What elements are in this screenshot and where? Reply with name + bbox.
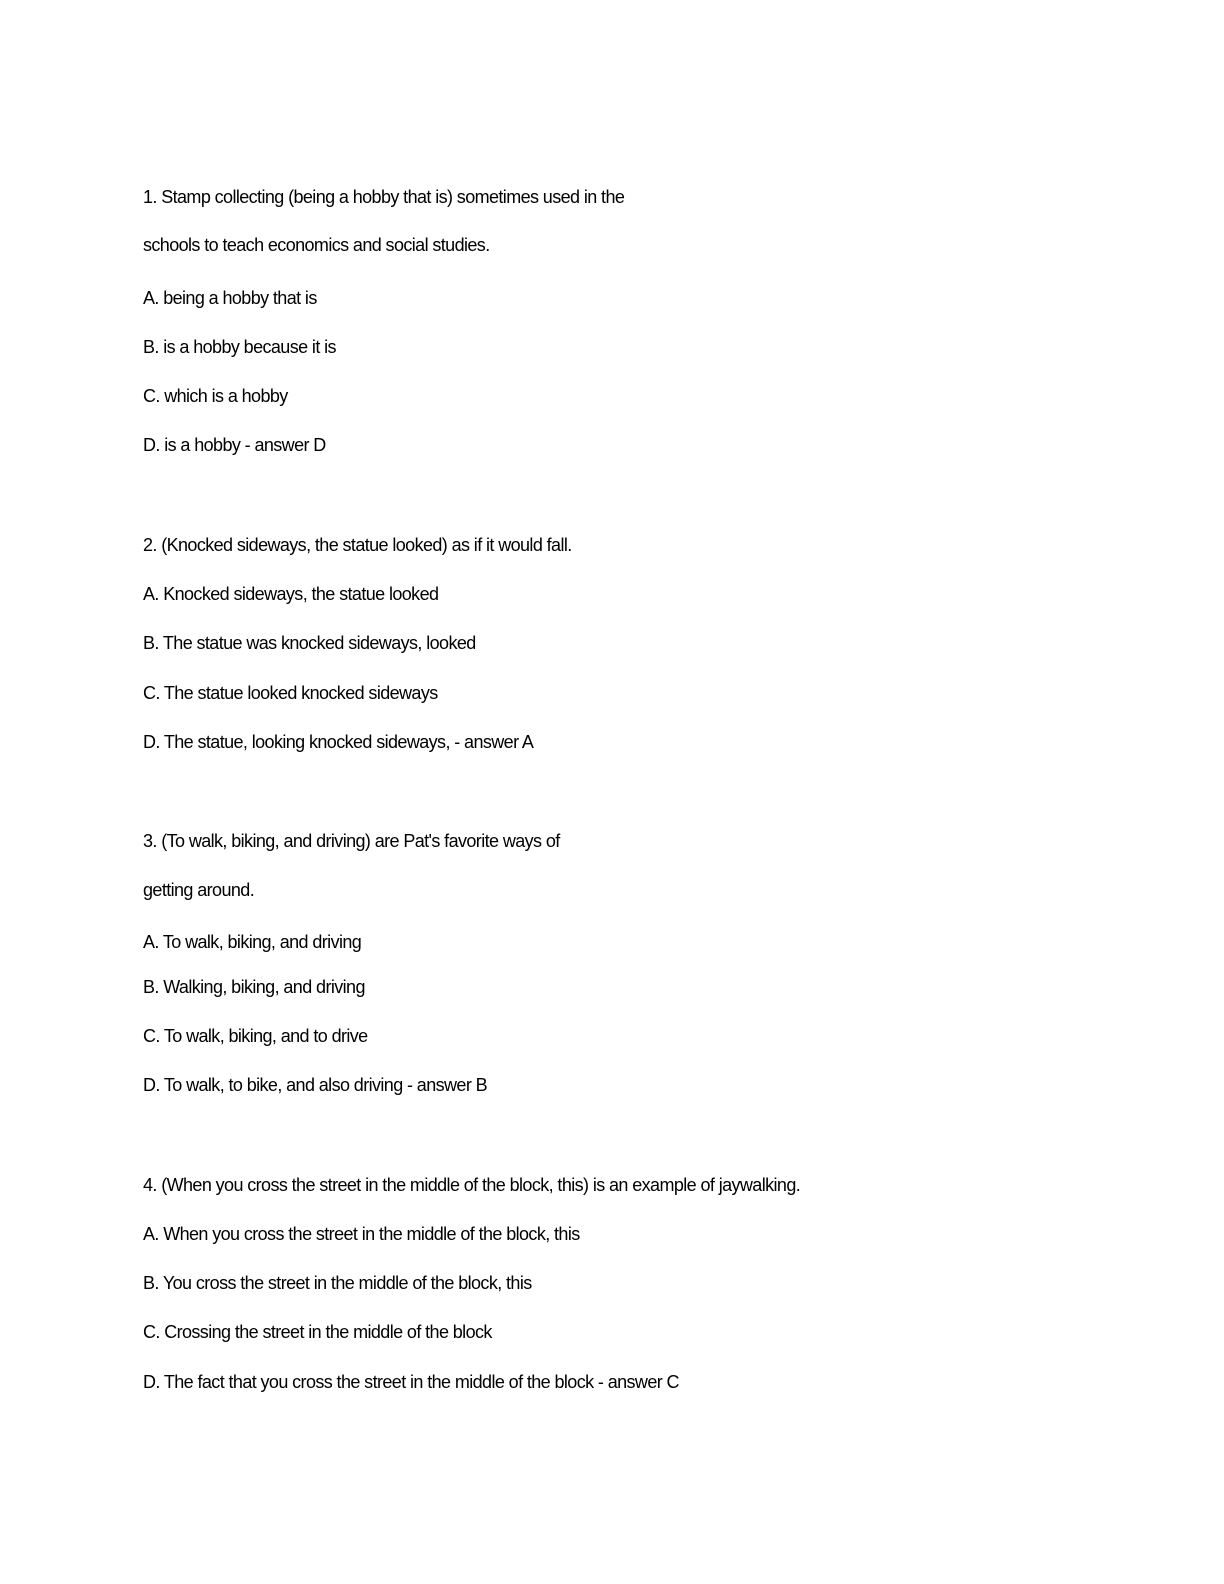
question-1-stem-line-1: 1. Stamp collecting (being a hobby that is) sometimes used in the <box>143 187 625 207</box>
question-4-stem-line-1: 4. (When you cross the street in the middle of the block, this) is an example of jaywalking. <box>143 1175 801 1195</box>
question-2-stem-line-1: 2. (Knocked sideways, the statue looked) as if it would fall. <box>143 535 572 555</box>
question-1-option-c: C. which is a hobby <box>143 386 288 406</box>
question-1-option-a: A. being a hobby that is <box>143 288 317 308</box>
question-3-option-b: B. Walking, biking, and driving <box>143 977 365 997</box>
question-3-option-c: C. To walk, biking, and to drive <box>143 1026 368 1046</box>
question-3-stem-line-1: 3. (To walk, biking, and driving) are Pat's favorite ways of <box>143 831 560 851</box>
question-3-option-d: D. To walk, to bike, and also driving - answer B <box>143 1075 488 1095</box>
question-3-option-a: A. To walk, biking, and driving <box>143 932 362 952</box>
question-4-option-c: C. Crossing the street in the middle of the block <box>143 1322 492 1342</box>
question-1-option-d: D. is a hobby - answer D <box>143 435 326 455</box>
question-2-option-b: B. The statue was knocked sideways, looked <box>143 633 476 653</box>
question-1-stem-line-2: schools to teach economics and social studies. <box>143 235 490 255</box>
question-3-stem-line-2: getting around. <box>143 880 255 900</box>
question-2-option-c: C. The statue looked knocked sideways <box>143 683 438 703</box>
question-4-option-d: D. The fact that you cross the street in the middle of the block - answer C <box>143 1372 679 1392</box>
question-4-option-b: B. You cross the street in the middle of the block, this <box>143 1273 532 1293</box>
question-4-option-a: A. When you cross the street in the middle of the block, this <box>143 1224 580 1244</box>
question-2-option-a: A. Knocked sideways, the statue looked <box>143 584 439 604</box>
question-1-option-b: B. is a hobby because it is <box>143 337 336 357</box>
question-2-option-d: D. The statue, looking knocked sideways, - answer A <box>143 732 534 752</box>
